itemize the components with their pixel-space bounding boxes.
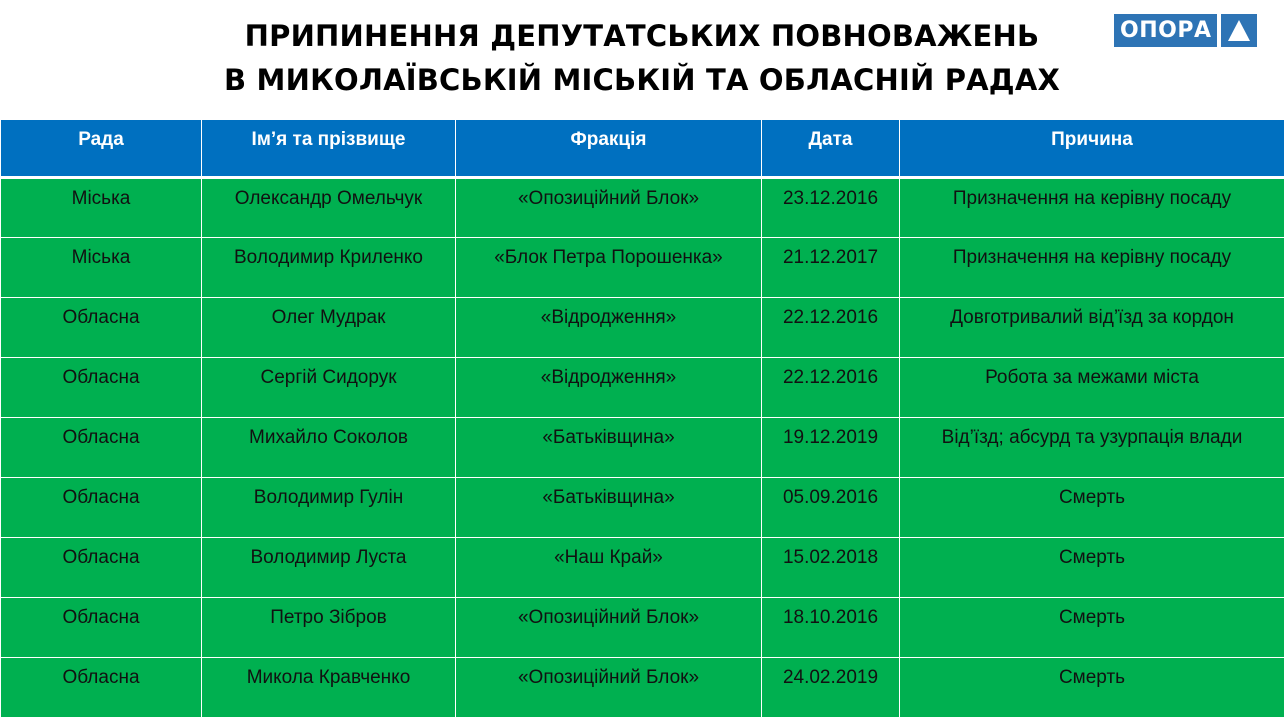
cell-faction: «Опозиційний Блок» [456,178,762,238]
table-row [1,598,1284,658]
cell-council: Обласна [1,358,202,418]
cell-council: Обласна [1,478,202,538]
cell-faction: «Відродження» [456,298,762,358]
cell-name: Володимир Криленко [202,238,456,298]
cell-date: 05.09.2016 [762,478,900,538]
table-row [1,298,1284,358]
cell-date: 24.02.2019 [762,658,900,718]
cell-faction: «Опозиційний Блок» [456,658,762,718]
cell-reason: Смерть [900,598,1284,658]
table-header-row [1,120,1284,178]
cell-name: Михайло Соколов [202,418,456,478]
cell-reason: Призначення на керівну посаду [900,178,1284,238]
table-row [1,538,1284,598]
header-name: Ім’я та прізвище [202,120,456,178]
cell-faction: «Батьківщина» [456,478,762,538]
cell-name: Сергій Сидорук [202,358,456,418]
cell-name: Микола Кравченко [202,658,456,718]
cell-name: Олександр Омельчук [202,178,456,238]
cell-date: 19.12.2019 [762,418,900,478]
cell-date: 18.10.2016 [762,598,900,658]
cell-council: Обласна [1,658,202,718]
header-reason: Причина [900,120,1284,178]
cell-council: Обласна [1,418,202,478]
page-title [140,14,1144,102]
header-date: Дата [762,120,900,178]
cell-reason: Смерть [900,478,1284,538]
cell-council: Обласна [1,298,202,358]
opora-logo [1114,14,1257,47]
cell-faction: «Відродження» [456,358,762,418]
cell-faction: «Опозиційний Блок» [456,598,762,658]
cell-reason: Призначення на керівну посаду [900,238,1284,298]
cell-reason: Від’їзд; абсурд та узурпація влади [900,418,1284,478]
cell-council: Міська [1,238,202,298]
mandates-table [0,119,1284,718]
cell-council: Міська [1,178,202,238]
cell-name: Володимир Луста [202,538,456,598]
cell-name: Володимир Гулін [202,478,456,538]
table-row [1,358,1284,418]
cell-reason: Смерть [900,538,1284,598]
cell-reason: Смерть [900,658,1284,718]
table-row [1,178,1284,238]
cell-faction: «Батьківщина» [456,418,762,478]
cell-faction: «Наш Край» [456,538,762,598]
cell-date: 22.12.2016 [762,298,900,358]
table-row [1,478,1284,538]
cell-faction: «Блок Петра Порошенка» [456,238,762,298]
title-line-2: В МИКОЛАЇВСЬКІЙ МІСЬКІЙ ТА ОБЛАСНІЙ РАДАХ [223,63,1061,97]
cell-date: 23.12.2016 [762,178,900,238]
cell-date: 15.02.2018 [762,538,900,598]
triangle-logo-icon [1221,14,1257,47]
cell-date: 21.12.2017 [762,238,900,298]
table-row [1,658,1284,718]
header-faction: Фракція [456,120,762,178]
logo-text: ОПОРА [1114,14,1217,47]
cell-reason: Робота за межами міста [900,358,1284,418]
header-council: Рада [1,120,202,178]
cell-name: Петро Зібров [202,598,456,658]
title-line-1: ПРИПИНЕННЯ ДЕПУТАТСЬКИХ ПОВНОВАЖЕНЬ [244,19,1040,53]
cell-reason: Довготривалий від’їзд за кордон [900,298,1284,358]
cell-council: Обласна [1,598,202,658]
table-row [1,238,1284,298]
table-row [1,418,1284,478]
cell-council: Обласна [1,538,202,598]
cell-date: 22.12.2016 [762,358,900,418]
cell-name: Олег Мудрак [202,298,456,358]
